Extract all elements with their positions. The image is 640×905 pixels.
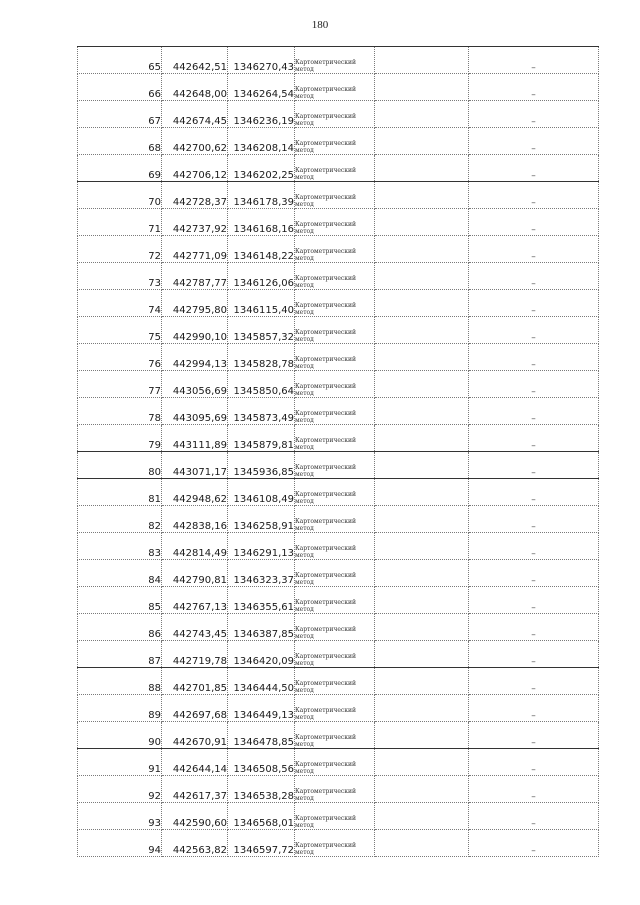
table-row bbox=[78, 695, 599, 722]
empty-cell bbox=[375, 263, 469, 290]
accuracy-cell: – bbox=[469, 614, 599, 641]
table-row bbox=[78, 830, 599, 857]
method-cell: Картометрический метод bbox=[295, 560, 375, 587]
accuracy-cell: – bbox=[469, 155, 599, 182]
point-number-cell: 76 bbox=[78, 344, 162, 371]
point-number-cell: 88 bbox=[78, 668, 162, 695]
y-coordinate-cell: 1346355,61 bbox=[228, 587, 295, 614]
x-coordinate-cell: 442787,77 bbox=[162, 263, 228, 290]
method-cell: Картометрический метод bbox=[295, 506, 375, 533]
table-row bbox=[78, 533, 599, 560]
y-coordinate-cell: 1345850,64 bbox=[228, 371, 295, 398]
x-coordinate-cell: 442644,14 bbox=[162, 749, 228, 776]
method-cell: Картометрический метод bbox=[295, 290, 375, 317]
point-number-cell: 94 bbox=[78, 830, 162, 857]
empty-cell bbox=[375, 668, 469, 695]
method-cell: Картометрический метод bbox=[295, 101, 375, 128]
method-cell: Картометрический метод bbox=[295, 452, 375, 479]
point-number-cell: 66 bbox=[78, 74, 162, 101]
method-cell: Картометрический метод bbox=[295, 128, 375, 155]
empty-cell bbox=[375, 236, 469, 263]
method-cell: Картометрический метод bbox=[295, 344, 375, 371]
table-row bbox=[78, 749, 599, 776]
accuracy-cell: – bbox=[469, 74, 599, 101]
accuracy-cell: – bbox=[469, 47, 599, 74]
point-number-cell: 84 bbox=[78, 560, 162, 587]
table-row bbox=[78, 398, 599, 425]
empty-cell bbox=[375, 695, 469, 722]
accuracy-cell: – bbox=[469, 722, 599, 749]
table-row bbox=[78, 641, 599, 668]
empty-cell bbox=[375, 182, 469, 209]
y-coordinate-cell: 1346597,72 bbox=[228, 830, 295, 857]
method-cell: Картометрический метод bbox=[295, 668, 375, 695]
table-row bbox=[78, 101, 599, 128]
empty-cell bbox=[375, 128, 469, 155]
accuracy-cell: – bbox=[469, 236, 599, 263]
accuracy-cell: – bbox=[469, 533, 599, 560]
accuracy-cell: – bbox=[469, 776, 599, 803]
table-row bbox=[78, 182, 599, 209]
y-coordinate-cell: 1346449,13 bbox=[228, 695, 295, 722]
coordinates-table-body bbox=[78, 47, 599, 857]
method-cell: Картометрический метод bbox=[295, 155, 375, 182]
x-coordinate-cell: 442590,60 bbox=[162, 803, 228, 830]
table-row bbox=[78, 371, 599, 398]
empty-cell bbox=[375, 506, 469, 533]
empty-cell bbox=[375, 533, 469, 560]
accuracy-cell: – bbox=[469, 290, 599, 317]
table-row bbox=[78, 479, 599, 506]
empty-cell bbox=[375, 317, 469, 344]
point-number-cell: 68 bbox=[78, 128, 162, 155]
point-number-cell: 75 bbox=[78, 317, 162, 344]
y-coordinate-cell: 1346148,22 bbox=[228, 236, 295, 263]
x-coordinate-cell: 442670,91 bbox=[162, 722, 228, 749]
x-coordinate-cell: 443111,89 bbox=[162, 425, 228, 452]
point-number-cell: 83 bbox=[78, 533, 162, 560]
y-coordinate-cell: 1345873,49 bbox=[228, 398, 295, 425]
accuracy-cell: – bbox=[469, 452, 599, 479]
method-cell: Картометрический метод bbox=[295, 776, 375, 803]
x-coordinate-cell: 442563,82 bbox=[162, 830, 228, 857]
x-coordinate-cell: 442648,00 bbox=[162, 74, 228, 101]
table-row bbox=[78, 560, 599, 587]
table-row bbox=[78, 290, 599, 317]
y-coordinate-cell: 1346115,40 bbox=[228, 290, 295, 317]
empty-cell bbox=[375, 479, 469, 506]
point-number-cell: 90 bbox=[78, 722, 162, 749]
x-coordinate-cell: 442701,85 bbox=[162, 668, 228, 695]
accuracy-cell: – bbox=[469, 668, 599, 695]
empty-cell bbox=[375, 371, 469, 398]
y-coordinate-cell: 1346270,43 bbox=[228, 47, 295, 74]
method-cell: Картометрический метод bbox=[295, 830, 375, 857]
x-coordinate-cell: 442838,16 bbox=[162, 506, 228, 533]
empty-cell bbox=[375, 830, 469, 857]
x-coordinate-cell: 442674,45 bbox=[162, 101, 228, 128]
empty-cell bbox=[375, 749, 469, 776]
point-number-cell: 73 bbox=[78, 263, 162, 290]
x-coordinate-cell: 442728,37 bbox=[162, 182, 228, 209]
table-row bbox=[78, 803, 599, 830]
point-number-cell: 72 bbox=[78, 236, 162, 263]
accuracy-cell: – bbox=[469, 479, 599, 506]
accuracy-cell: – bbox=[469, 803, 599, 830]
empty-cell bbox=[375, 560, 469, 587]
accuracy-cell: – bbox=[469, 182, 599, 209]
empty-cell bbox=[375, 776, 469, 803]
method-cell: Картометрический метод bbox=[295, 641, 375, 668]
y-coordinate-cell: 1346126,06 bbox=[228, 263, 295, 290]
y-coordinate-cell: 1346478,85 bbox=[228, 722, 295, 749]
accuracy-cell: – bbox=[469, 695, 599, 722]
method-cell: Картометрический метод bbox=[295, 479, 375, 506]
y-coordinate-cell: 1346568,01 bbox=[228, 803, 295, 830]
empty-cell bbox=[375, 398, 469, 425]
x-coordinate-cell: 442700,62 bbox=[162, 128, 228, 155]
point-number-cell: 67 bbox=[78, 101, 162, 128]
y-coordinate-cell: 1345936,85 bbox=[228, 452, 295, 479]
table-row bbox=[78, 776, 599, 803]
table-row bbox=[78, 74, 599, 101]
y-coordinate-cell: 1346508,56 bbox=[228, 749, 295, 776]
y-coordinate-cell: 1346208,14 bbox=[228, 128, 295, 155]
accuracy-cell: – bbox=[469, 101, 599, 128]
y-coordinate-cell: 1346420,09 bbox=[228, 641, 295, 668]
point-number-cell: 82 bbox=[78, 506, 162, 533]
method-cell: Картометрический метод bbox=[295, 317, 375, 344]
accuracy-cell: – bbox=[469, 560, 599, 587]
y-coordinate-cell: 1346387,85 bbox=[228, 614, 295, 641]
empty-cell bbox=[375, 344, 469, 371]
table-row bbox=[78, 155, 599, 182]
x-coordinate-cell: 442771,09 bbox=[162, 236, 228, 263]
empty-cell bbox=[375, 803, 469, 830]
x-coordinate-cell: 442795,80 bbox=[162, 290, 228, 317]
coordinates-table bbox=[77, 46, 599, 857]
y-coordinate-cell: 1346108,49 bbox=[228, 479, 295, 506]
accuracy-cell: – bbox=[469, 425, 599, 452]
table-row bbox=[78, 236, 599, 263]
empty-cell bbox=[375, 209, 469, 236]
method-cell: Картометрический метод bbox=[295, 371, 375, 398]
table-row bbox=[78, 344, 599, 371]
empty-cell bbox=[375, 101, 469, 128]
x-coordinate-cell: 442790,81 bbox=[162, 560, 228, 587]
accuracy-cell: – bbox=[469, 506, 599, 533]
x-coordinate-cell: 442990,10 bbox=[162, 317, 228, 344]
empty-cell bbox=[375, 290, 469, 317]
empty-cell bbox=[375, 452, 469, 479]
method-cell: Картометрический метод bbox=[295, 533, 375, 560]
x-coordinate-cell: 442814,49 bbox=[162, 533, 228, 560]
table-row bbox=[78, 722, 599, 749]
y-coordinate-cell: 1346264,54 bbox=[228, 74, 295, 101]
point-number-cell: 93 bbox=[78, 803, 162, 830]
method-cell: Картометрический метод bbox=[295, 614, 375, 641]
accuracy-cell: – bbox=[469, 209, 599, 236]
accuracy-cell: – bbox=[469, 641, 599, 668]
table-row bbox=[78, 506, 599, 533]
point-number-cell: 77 bbox=[78, 371, 162, 398]
accuracy-cell: – bbox=[469, 317, 599, 344]
method-cell: Картометрический метод bbox=[295, 695, 375, 722]
point-number-cell: 70 bbox=[78, 182, 162, 209]
method-cell: Картометрический метод bbox=[295, 263, 375, 290]
empty-cell bbox=[375, 425, 469, 452]
y-coordinate-cell: 1345828,78 bbox=[228, 344, 295, 371]
empty-cell bbox=[375, 614, 469, 641]
empty-cell bbox=[375, 155, 469, 182]
y-coordinate-cell: 1346178,39 bbox=[228, 182, 295, 209]
point-number-cell: 65 bbox=[78, 47, 162, 74]
table-row bbox=[78, 209, 599, 236]
x-coordinate-cell: 442642,51 bbox=[162, 47, 228, 74]
table-row bbox=[78, 668, 599, 695]
empty-cell bbox=[375, 722, 469, 749]
x-coordinate-cell: 442994,13 bbox=[162, 344, 228, 371]
table-row bbox=[78, 452, 599, 479]
x-coordinate-cell: 443056,69 bbox=[162, 371, 228, 398]
accuracy-cell: – bbox=[469, 371, 599, 398]
y-coordinate-cell: 1345857,32 bbox=[228, 317, 295, 344]
y-coordinate-cell: 1346538,28 bbox=[228, 776, 295, 803]
method-cell: Картометрический метод bbox=[295, 749, 375, 776]
x-coordinate-cell: 442948,62 bbox=[162, 479, 228, 506]
y-coordinate-cell: 1346323,37 bbox=[228, 560, 295, 587]
point-number-cell: 78 bbox=[78, 398, 162, 425]
empty-cell bbox=[375, 74, 469, 101]
point-number-cell: 86 bbox=[78, 614, 162, 641]
point-number-cell: 92 bbox=[78, 776, 162, 803]
x-coordinate-cell: 442767,13 bbox=[162, 587, 228, 614]
method-cell: Картометрический метод bbox=[295, 425, 375, 452]
accuracy-cell: – bbox=[469, 830, 599, 857]
method-cell: Картометрический метод bbox=[295, 722, 375, 749]
method-cell: Картометрический метод bbox=[295, 209, 375, 236]
table-row bbox=[78, 128, 599, 155]
empty-cell bbox=[375, 587, 469, 614]
method-cell: Картометрический метод bbox=[295, 398, 375, 425]
x-coordinate-cell: 442697,68 bbox=[162, 695, 228, 722]
point-number-cell: 81 bbox=[78, 479, 162, 506]
point-number-cell: 69 bbox=[78, 155, 162, 182]
y-coordinate-cell: 1346168,16 bbox=[228, 209, 295, 236]
table-row bbox=[78, 587, 599, 614]
x-coordinate-cell: 442719,78 bbox=[162, 641, 228, 668]
point-number-cell: 80 bbox=[78, 452, 162, 479]
point-number-cell: 89 bbox=[78, 695, 162, 722]
accuracy-cell: – bbox=[469, 749, 599, 776]
table-row bbox=[78, 614, 599, 641]
empty-cell bbox=[375, 47, 469, 74]
y-coordinate-cell: 1345879,81 bbox=[228, 425, 295, 452]
x-coordinate-cell: 442743,45 bbox=[162, 614, 228, 641]
x-coordinate-cell: 443071,17 bbox=[162, 452, 228, 479]
empty-cell bbox=[375, 641, 469, 668]
y-coordinate-cell: 1346236,19 bbox=[228, 101, 295, 128]
x-coordinate-cell: 442737,92 bbox=[162, 209, 228, 236]
table-row bbox=[78, 263, 599, 290]
x-coordinate-cell: 443095,69 bbox=[162, 398, 228, 425]
x-coordinate-cell: 442617,37 bbox=[162, 776, 228, 803]
table-row bbox=[78, 425, 599, 452]
method-cell: Картометрический метод bbox=[295, 47, 375, 74]
point-number-cell: 71 bbox=[78, 209, 162, 236]
x-coordinate-cell: 442706,12 bbox=[162, 155, 228, 182]
accuracy-cell: – bbox=[469, 128, 599, 155]
point-number-cell: 79 bbox=[78, 425, 162, 452]
method-cell: Картометрический метод bbox=[295, 803, 375, 830]
y-coordinate-cell: 1346291,13 bbox=[228, 533, 295, 560]
page-number: 180 bbox=[311, 19, 329, 31]
y-coordinate-cell: 1346202,25 bbox=[228, 155, 295, 182]
accuracy-cell: – bbox=[469, 263, 599, 290]
y-coordinate-cell: 1346258,91 bbox=[228, 506, 295, 533]
method-cell: Картометрический метод bbox=[295, 182, 375, 209]
point-number-cell: 74 bbox=[78, 290, 162, 317]
y-coordinate-cell: 1346444,50 bbox=[228, 668, 295, 695]
table-row bbox=[78, 317, 599, 344]
point-number-cell: 87 bbox=[78, 641, 162, 668]
accuracy-cell: – bbox=[469, 398, 599, 425]
table-row bbox=[78, 47, 599, 74]
point-number-cell: 91 bbox=[78, 749, 162, 776]
method-cell: Картометрический метод bbox=[295, 74, 375, 101]
method-cell: Картометрический метод bbox=[295, 236, 375, 263]
accuracy-cell: – bbox=[469, 344, 599, 371]
point-number-cell: 85 bbox=[78, 587, 162, 614]
method-cell: Картометрический метод bbox=[295, 587, 375, 614]
accuracy-cell: – bbox=[469, 587, 599, 614]
